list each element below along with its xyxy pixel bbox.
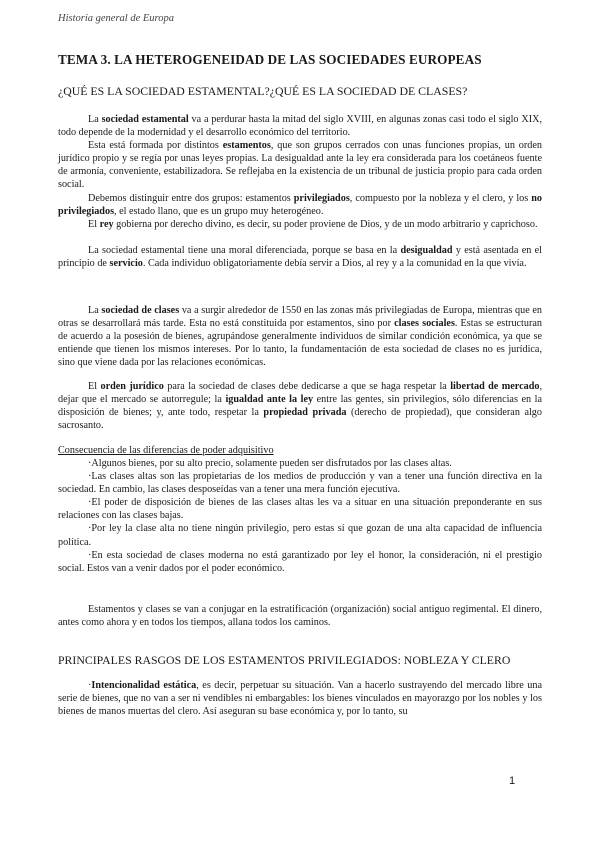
list-item: ·Algunos bienes, por su alto precio, solamente pueden ser disfrutados por las clases altas. xyxy=(88,457,452,469)
document-body xyxy=(58,52,542,718)
running-header: Historia general de Europa xyxy=(58,13,174,24)
page-number: 1 xyxy=(509,775,516,787)
list-item: ·El poder de disposición de bienes de las clases altas les va a situar en una situación preponderante en sus relaciones con las clases bajas. xyxy=(58,497,542,522)
list-item: ·Las clases altas son las propietarias de los medios de producción y van a tener una función directiva en la sociedad. En cambio, las clases desposeídas van a tener una mera función ejecutiva. xyxy=(58,471,542,496)
paragraph: La sociedad estamental tiene una moral diferenciada, porque se basa en la desigualdad y está asentada en el principio de servicio. Cada individuo obligatoriamente debía servir a Dios, al rey y a la comunidad en la que vivía. xyxy=(58,244,542,269)
paragraph: Estamentos y clases se van a conjugar en la estratificación (organización) social antiguo regimental. El dinero, antes como ahora y en todos los tiempos, allana todos los caminos. xyxy=(58,603,542,628)
chapter-title: TEMA 3. LA HETEROGENEIDAD DE LAS SOCIEDADES EUROPEAS xyxy=(58,52,482,67)
paragraph: ·Intencionalidad estática, es decir, perpetuar su situación. Van a hacerlo sustrayendo del mercado libre una serie de bienes, que no van a ser ni vendibles ni embargables: los bienes vinculados en mayorazgo por los nobles y los bienes de manos muertas del clero. Así aseguran su base económica y, por lo tanto, su xyxy=(58,680,542,718)
paragraph: El rey gobierna por derecho divino, es decir, su poder proviene de Dios, y de un modo arbitrario y caprichoso. xyxy=(88,218,538,230)
list-item: ·En esta sociedad de clases moderna no está garantizado por ley el honor, la consideración, ni el prestigio social. Estos van a venir dados por el poder económico. xyxy=(58,549,542,574)
paragraph: El orden jurídico para la sociedad de clases debe dedicarse a que se haga respetar la libertad de mercado, dejar que el mercado se autorregule; la igualdad ante la ley entre las gentes, sin privilegios, sólo diferencias en la disposición de bienes; y, ante todo, respetar la propiedad privada (derecho de propiedad), que consideran algo sacrosanto. xyxy=(58,380,543,431)
list-item: ·Por ley la clase alta no tiene ningún privilegio, pero estas sí que gozan de una alta capacidad de influencia política. xyxy=(58,523,542,548)
section-heading-estamental: ¿QUÉ ES LA SOCIEDAD ESTAMENTAL?¿QUÉ ES LA SOCIEDAD DE CLASES? xyxy=(58,84,468,98)
paragraph: La sociedad de clases va a surgir alrededor de 1550 en las zonas más privilegiadas de Europa, mientras que en otras se desarrollará más tarde. Esta no está constituida por estamentos, sino por clases sociales. Estas se estructuran de acuerdo a la posesión de bienes, agrupándose generalmente individuos de similar condición económica, ya que se entiende que tienen los mismos intereses. Por lo tanto, la fundamentación de esta sociedad de clases no es jurídica, sino que viene dada por las relaciones económicas. xyxy=(58,305,542,369)
paragraph: La sociedad estamental va a perdurar hasta la mitad del siglo XVIII, en algunas zonas casi todo el siglo XIX, todo depende de la modernidad y el desarrollo económico del territorio. xyxy=(58,114,542,139)
paragraph: Debemos distinguir entre dos grupos: estamentos privilegiados, compuesto por la nobleza y el clero, y los no privilegiados, el estado llano, que es un grupo muy heterogéneo. xyxy=(58,192,542,217)
section-heading-privilegiados: PRINCIPALES RASGOS DE LOS ESTAMENTOS PRIVILEGIADOS: NOBLEZA Y CLERO xyxy=(58,653,511,667)
paragraph: Esta está formada por distintos estamentos, que son grupos cerrados con unas funciones propias, un orden jurídico propio y se regía por unas leyes propias. La desigualdad ante la ley era considerada para los coetáneos fuente de armonía, conveniente, estabilizadora. Se reflejaba en la existencia de un tribunal de justicia propio para cada orden social. xyxy=(58,140,542,191)
subsection-heading: Consecuencia de las diferencias de poder adquisitivo xyxy=(58,444,274,456)
